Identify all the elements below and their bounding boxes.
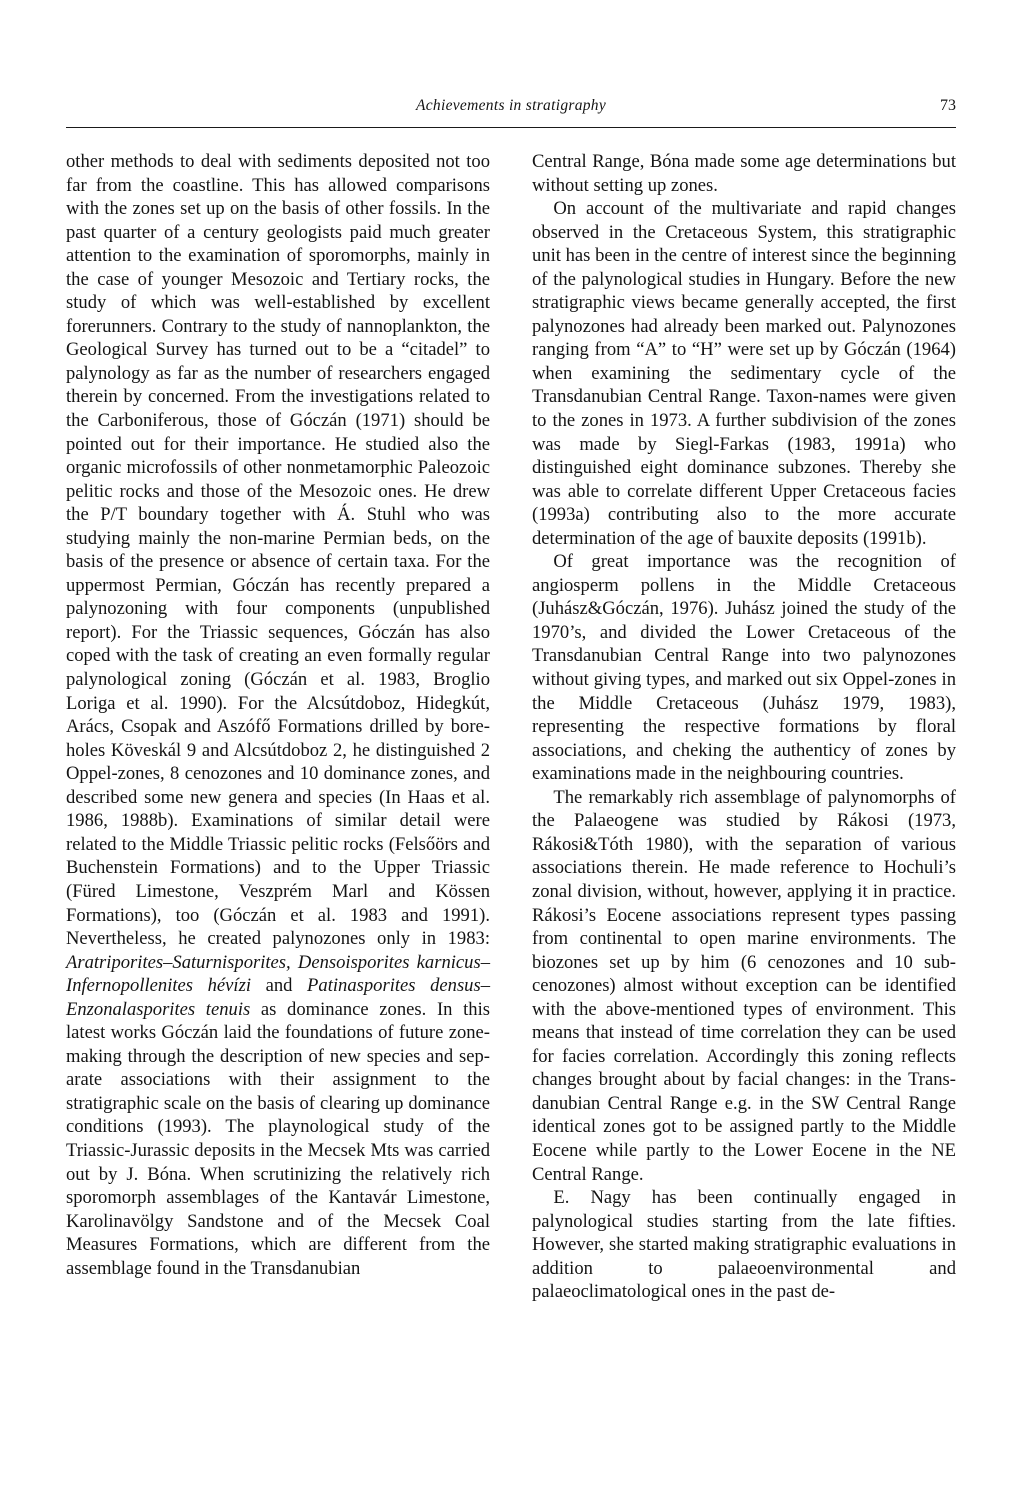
right-paragraph-4: The remarkably rich assemblage of palynomorphs of the Palaeogene was studied by Rákosi (1973, Rákosi&Tóth 1980), with the separation of various associations therein. He made reference to Hochuli’s zonal division, without, however, applying it in practice. Rákosi’s Eocene associations represent types passing from continental to open marine environments. The biozones set up by him (6 cenozones and 10 sub-cenozones) almost without exception can be identified with the above-mentioned types of environment. This means that instead of time correlation they can be used for facies correlation. Accordingly this zoning reflects changes brought about by facial changes: in the Transdanubian Central Range e.g. in the SW Central Range identical zones got to be assigned partly to the Middle Eocene while partly to the Lower Eocene in the NE Central Range. <box>532 786 956 1185</box>
right-paragraph-5: E. Nagy has been continually engaged in palynological studies starting from the late fifties. However, she started making stratigraphic evaluations in addition to palaeoenvironmental and palaeoclimatological ones in the past de- <box>532 1187 956 1303</box>
left-paragraph-1-text: other methods to deal with sediments deposited not too far from the coastline. This has allowed comparisons with the zones set up on the basis of other fossils. In the past quarter of a century geologists paid much greater attention to the examination of sporomorphs, mainly in the case of younger Mesozoic and Tertiary rocks, the study of which was well-established by excellent forerunners. Contrary to the study of nannoplankton, the Geological Survey has turned out to be a “citadel” to palynology as far as the number of researchers engaged therein by concerned. From the investigations related to the Carboniferous, those of Góczán (1971) should be pointed out for their importance. He studied also the organic microfossils of other nonmetamorphic Paleozoic pelitic rocks and those of the Mesozoic ones. He drew the P/T boundary together with Á. Stuhl who was studying mainly the non-marine Permian beds, on the basis of the presence or absence of certain taxa. For the uppermost Permian, Góczán has recently prepared a palynozoning with four components (unpublished report). For the Triassic sequences, Góczán has also coped with the task of creating an even formally regular palynological zoning (Góczán et al. 1983, Broglio Loriga et al. 1990). For the Alcsútdoboz, Hidegkút, Arács, Csopak and Aszófő Formations drilled by boreholes Köveskál 9 and Alcsútdoboz 2, he distinguished 2 Oppel-zones, 8 cenozones and 10 dominance zones, and described some new genera and species (In Haas et al. 1986, 1988b). Examinations of similar detail were related to the Middle Triassic pelitic rocks (Felsőörs and Buchenstein Formations) and to the Upper Triassic (Füred Limestone, Veszprém Marl and Kössen Formations), too (Góczán et al. 1983 and 1991). Nevertheless, he created palynozones only in 1983: <box>66 151 490 950</box>
right-paragraph-3: Of great importance was the recognition of angiosperm pollens in the Middle Cretaceous (Juhász&Góczán, 1976). Juhász joined the study of the 1970’s, and divided the Lower Cretaceous of the Transdanubian Central Range into two palynozones without giving types, and marked out six Oppel-zones in the Middle Cretaceous (Juhász 1979, 1983), representing the respective formations by floral associations, and cheking the authenticy of zones by examinations made in the neighbouring countries. <box>532 551 956 785</box>
running-title: Achievements in stratigraphy <box>415 97 607 114</box>
right-paragraph-1: Central Range, Bóna made some age determinations but without setting up zones. <box>532 151 956 196</box>
taxon-names-2: Patinasporites densus–Enzonalasporites tenuis <box>66 975 491 1020</box>
left-paragraph-1-tail: as dominance zones. In this latest works Góczán laid the foundations of future zone-making through the description of new species and separate associations with their assignment to the stratigraphic scale on the basis of clearing up dominance conditions (1993). The playnological study of the Triassic-Jurassic deposits in the Mecsek Mts was carried out by J. Bóna. When scrutinizing the relatively rich sporomorph assemblages of the Kantavár Limestone, Karolinavölgy Sandstone and of the Mecsek Coal Measures Formations, which are different from the assemblage found in the Transdanubian <box>66 998 490 1279</box>
right-paragraph-2: On account of the multivariate and rapid changes observed in the Cretaceous System, this stratigraphic unit has been in the centre of interest since the beginning of the palynological studies in Hungary. Before the new stratigraphic views became generally accepted, the first palynozones had already been marked out. Palynozones ranging from “A” to “H” were set up by Góczán (1964) when examining the sedimentary cycle of the Transdanubian Central Range. Taxon-names were given to the zones in 1973. A further subdivision of the zones was made by Siegl-Farkas (1983, 1991a) who distinguished eight dominance subzones. Thereby she was able to correlate different Upper Cretaceous facies (1993a) contributing also to the more accurate determination of the age of bauxite deposits (1991b). <box>532 198 956 549</box>
right-column <box>532 150 956 1304</box>
conjunction: and <box>265 975 293 997</box>
page-number: 73 <box>940 97 956 114</box>
taxon-names-1: Aratriporites–Saturnisporites, Densoisporites karnicus–Infernopollenites hévízi <box>66 951 490 997</box>
header-rule <box>66 127 956 128</box>
left-paragraph-1 <box>66 150 490 1280</box>
left-column <box>66 150 490 1280</box>
page-header <box>66 97 956 123</box>
